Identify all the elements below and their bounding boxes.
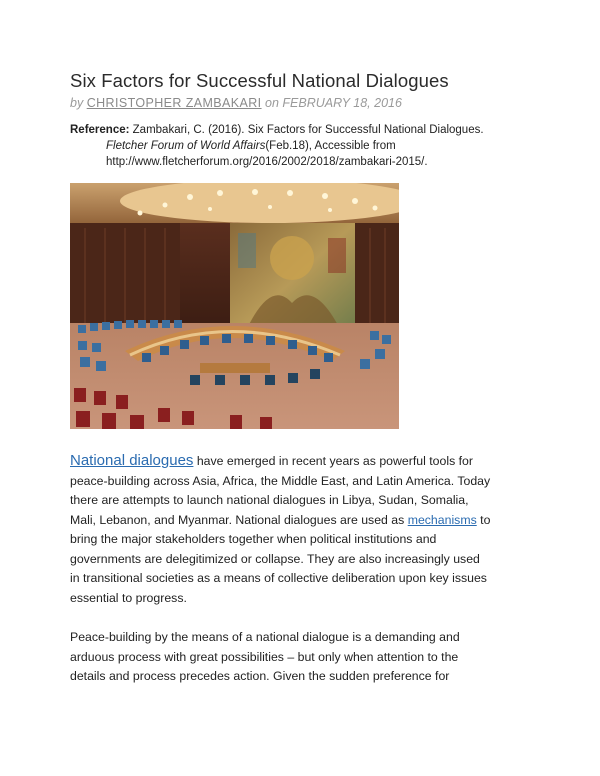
paragraph-1-text: have emerged in recent years as powerful tools for xyxy=(193,454,473,468)
paragraph-1-line-4 xyxy=(70,511,540,531)
byline xyxy=(70,96,402,110)
paragraph-1 xyxy=(70,451,540,608)
reference-issue: (Feb.18), Accessible from xyxy=(265,140,396,152)
paragraph-1-line-1 xyxy=(70,451,540,472)
reference-label: Reference: xyxy=(70,124,130,136)
paragraph-1-line-3: there are attempts to launch national dialogues in Libya, Sudan, Somalia, xyxy=(70,493,469,507)
reference-citation: Zambakari, C. (2016). Six Factors for Successful National Dialogues. xyxy=(132,124,484,136)
reference-block xyxy=(70,122,540,170)
paragraph-1-text: to xyxy=(476,512,491,527)
national-dialogues-link[interactable]: National dialogues xyxy=(70,452,194,469)
reference-url: http://www.fletcherforum.org/2016/2002/2018/zambakari-2015/. xyxy=(106,156,428,168)
reference-line-2 xyxy=(70,138,540,154)
paragraph-1-line-6: governments are delegitimized or collapse. They are also increasingly used xyxy=(70,551,480,566)
article-title: Six Factors for Successful National Dialogues xyxy=(70,70,449,91)
publish-date: on FEBRUARY 18, 2016 xyxy=(265,96,402,110)
paragraph-1-line-7: in transitional societies as a means of collective deliberation upon key issues xyxy=(70,571,487,585)
paragraph-2 xyxy=(70,628,540,687)
paragraph-1-text: Mali, Lebanon, and Myanmar. National dialogues are used as xyxy=(70,512,408,527)
un-chamber-photo xyxy=(70,183,399,429)
paragraph-2-line-2: arduous process with great possibilities – but only when attention to the xyxy=(70,649,459,664)
reference-journal: Fletcher Forum of World Affairs xyxy=(106,140,266,152)
reference-line-1 xyxy=(70,122,540,138)
paragraph-2-line-3: details and process precedes action. Given the sudden preference for xyxy=(70,669,450,683)
mechanisms-link[interactable]: mechanisms xyxy=(407,512,477,527)
author-link[interactable]: CHRISTOPHER ZAMBAKARI xyxy=(86,96,262,110)
paragraph-1-line-2: peace-building across Asia, Africa, the Middle East, and Latin America. Today xyxy=(70,473,491,488)
byline-by: by xyxy=(70,96,84,110)
paragraph-1-line-5: bring the major stakeholders together when political institutions and xyxy=(70,532,437,546)
paragraph-1-line-8: essential to progress. xyxy=(70,590,187,605)
paragraph-2-line-1: Peace-building by the means of a national dialogue is a demanding and xyxy=(70,630,460,644)
